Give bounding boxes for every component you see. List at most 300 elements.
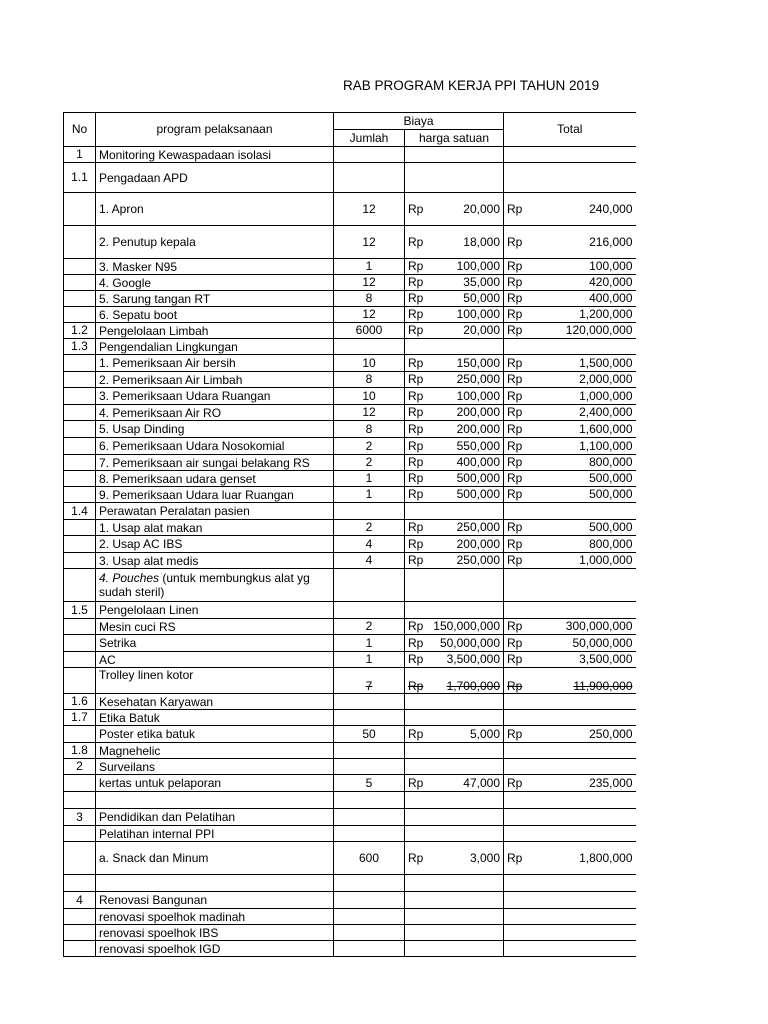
row-jumlah	[334, 710, 405, 726]
currency-label: Rp	[507, 275, 523, 289]
row-number: 1.6	[64, 694, 96, 710]
total-value: 250,000	[589, 726, 633, 741]
row-number	[64, 291, 96, 307]
row-number	[64, 553, 96, 569]
currency-label: Rp	[408, 388, 424, 403]
row-number: 1.4	[64, 503, 96, 520]
table-row	[64, 694, 636, 710]
row-jumlah: 4	[334, 536, 405, 553]
row-number	[64, 421, 96, 438]
price-value: 500,000	[456, 471, 500, 485]
row-total	[504, 193, 636, 226]
row-jumlah: 1	[334, 471, 405, 487]
currency-label: Rp	[507, 201, 523, 216]
price-value: 250,000	[456, 520, 500, 534]
price-value: 250,000	[456, 553, 500, 567]
row-total	[504, 743, 636, 759]
row-program: 1. Pemeriksaan Air bersih	[96, 355, 334, 372]
price-value: 200,000	[456, 536, 500, 551]
total-value: 50,000,000	[572, 635, 633, 650]
row-jumlah: 12	[334, 405, 405, 421]
row-total	[504, 259, 636, 275]
table-row	[64, 569, 636, 602]
row-jumlah: 50	[334, 726, 405, 743]
price-value: 250,000	[456, 372, 500, 386]
row-harga-satuan	[405, 909, 504, 925]
row-program: Pengendalian Lingkungan	[96, 339, 334, 355]
currency-label: Rp	[507, 652, 523, 666]
currency-label: Rp	[408, 455, 424, 469]
row-number	[64, 842, 96, 875]
row-jumlah	[334, 759, 405, 775]
row-harga-satuan	[405, 925, 504, 941]
row-total	[504, 826, 636, 842]
row-harga-satuan	[405, 743, 504, 759]
total-value: 1,600,000	[579, 421, 633, 436]
row-harga-satuan	[405, 842, 504, 875]
row-harga-satuan	[405, 775, 504, 792]
row-harga-satuan	[405, 826, 504, 842]
document-title: RAB PROGRAM KERJA PPI TAHUN 2019	[343, 78, 600, 93]
row-program: 1. Apron	[96, 193, 334, 226]
row-number: 1.3	[64, 339, 96, 355]
row-number	[64, 569, 96, 602]
row-total	[504, 759, 636, 775]
row-harga-satuan	[405, 226, 504, 259]
row-total	[504, 471, 636, 487]
price-value: 200,000	[456, 421, 500, 436]
row-program: Setrika	[96, 635, 334, 652]
row-total	[504, 147, 636, 163]
currency-label: Rp	[507, 775, 523, 790]
row-total	[504, 775, 636, 792]
total-value: 216,000	[589, 234, 633, 249]
total-value: 300,000,000	[565, 619, 633, 633]
total-value: 500,000	[589, 487, 633, 501]
row-number: 1.8	[64, 743, 96, 759]
currency-label: Rp	[408, 536, 424, 551]
row-jumlah: 12	[334, 307, 405, 323]
row-number	[64, 471, 96, 487]
row-program: Poster etika batuk	[96, 726, 334, 743]
header-no: No	[64, 113, 96, 147]
total-value: 120,000,000	[565, 323, 633, 337]
row-harga-satuan	[405, 323, 504, 339]
currency-label: Rp	[408, 619, 424, 633]
table-row	[64, 405, 636, 421]
row-program	[96, 792, 334, 809]
header-biaya: Biaya	[334, 113, 504, 130]
table-row	[64, 925, 636, 941]
row-harga-satuan	[405, 694, 504, 710]
row-number	[64, 307, 96, 323]
row-harga-satuan	[405, 520, 504, 536]
row-harga-satuan	[405, 275, 504, 291]
row-harga-satuan	[405, 875, 504, 892]
row-program: 2. Usap AC IBS	[96, 536, 334, 553]
table-row	[64, 163, 636, 193]
row-number: 1.2	[64, 323, 96, 339]
currency-label: Rp	[408, 259, 424, 273]
row-number	[64, 455, 96, 471]
row-program: 5. Sarung tangan RT	[96, 291, 334, 307]
row-program: 9. Pemeriksaan Udara luar Ruangan	[96, 487, 334, 503]
row-number	[64, 652, 96, 668]
currency-label: Rp	[507, 487, 523, 501]
table-row	[64, 372, 636, 388]
row-program: 6. Pemeriksaan Udara Nosokomial	[96, 438, 334, 455]
table-row	[64, 307, 636, 323]
row-total	[504, 635, 636, 652]
currency-label: Rp	[408, 438, 424, 453]
table-row	[64, 553, 636, 569]
currency-label: Rp	[408, 850, 424, 865]
row-jumlah: 2	[334, 455, 405, 471]
table-row	[64, 842, 636, 875]
row-program: kertas untuk pelaporan	[96, 775, 334, 792]
table-row	[64, 520, 636, 536]
table-row	[64, 226, 636, 259]
row-total	[504, 553, 636, 569]
row-total	[504, 388, 636, 405]
price-value: 150,000,000	[433, 619, 500, 633]
row-number	[64, 259, 96, 275]
row-number: 1.5	[64, 602, 96, 619]
table-row	[64, 421, 636, 438]
row-jumlah: 12	[334, 275, 405, 291]
row-jumlah: 10	[334, 388, 405, 405]
total-value: 800,000	[589, 455, 633, 469]
row-jumlah: 600	[334, 842, 405, 875]
row-number	[64, 388, 96, 405]
row-total	[504, 569, 636, 602]
total-value: 235,000	[589, 775, 633, 790]
row-jumlah	[334, 339, 405, 355]
currency-label: Rp	[408, 405, 424, 419]
row-total	[504, 909, 636, 925]
price-value: 50,000,000	[439, 635, 500, 650]
row-jumlah	[334, 503, 405, 520]
row-program: 8. Pemeriksaan udara genset	[96, 471, 334, 487]
table-row	[64, 892, 636, 909]
table-row	[64, 471, 636, 487]
total-value: 1,500,000	[579, 355, 633, 370]
currency-label: Rp	[507, 553, 523, 567]
row-harga-satuan	[405, 455, 504, 471]
row-total	[504, 275, 636, 291]
row-harga-satuan	[405, 147, 504, 163]
row-program: Magnehelic	[96, 743, 334, 759]
currency-label: Rp	[507, 421, 523, 436]
row-harga-satuan	[405, 339, 504, 355]
total-value: 2,400,000	[579, 405, 633, 419]
header-jumlah: Jumlah	[334, 130, 405, 147]
price-value: 400,000	[456, 455, 500, 469]
row-number	[64, 355, 96, 372]
row-harga-satuan	[405, 726, 504, 743]
row-jumlah: 6000	[334, 323, 405, 339]
currency-label: Rp	[408, 775, 424, 790]
row-number: 1	[64, 147, 96, 163]
total-value: 100,000	[589, 259, 633, 273]
row-program: Perawatan Peralatan pasien	[96, 503, 334, 520]
currency-label: Rp	[408, 520, 424, 534]
price-value: 500,000	[456, 487, 500, 501]
table-row	[64, 193, 636, 226]
row-total	[504, 438, 636, 455]
currency-label: Rp	[408, 471, 424, 485]
row-program-rest: (untuk membungkus alat yg sudah steril)	[99, 571, 310, 599]
row-total	[504, 421, 636, 438]
row-harga-satuan	[405, 759, 504, 775]
table-row	[64, 275, 636, 291]
row-jumlah: 1	[334, 259, 405, 275]
row-total	[504, 323, 636, 339]
row-number	[64, 826, 96, 842]
row-jumlah: 12	[334, 193, 405, 226]
currency-label: Rp	[507, 438, 523, 453]
currency-label: Rp	[408, 372, 424, 386]
price-value: 100,000	[456, 388, 500, 403]
row-total	[504, 668, 636, 694]
table-row	[64, 503, 636, 520]
table-row	[64, 652, 636, 668]
table-row	[64, 147, 636, 163]
row-program: Trolley linen kotor	[96, 668, 334, 694]
currency-label: Rp	[408, 291, 424, 305]
row-number	[64, 668, 96, 694]
row-number: 1.1	[64, 163, 96, 193]
header-total: Total	[504, 113, 636, 147]
row-program: AC	[96, 652, 334, 668]
row-harga-satuan	[405, 163, 504, 193]
row-jumlah	[334, 569, 405, 602]
row-harga-satuan	[405, 291, 504, 307]
total-value: 1,000,000	[579, 553, 633, 567]
row-jumlah: 5	[334, 775, 405, 792]
currency-label: Rp	[507, 323, 523, 337]
row-harga-satuan	[405, 792, 504, 809]
row-program-emphasis: 4. Pouches	[99, 571, 160, 585]
row-number	[64, 775, 96, 792]
row-number	[64, 792, 96, 809]
row-number	[64, 405, 96, 421]
row-program: Pengadaan APD	[96, 163, 334, 193]
row-number: 3	[64, 809, 96, 826]
row-jumlah	[334, 792, 405, 809]
row-jumlah: 10	[334, 355, 405, 372]
row-number: 4	[64, 892, 96, 909]
row-harga-satuan	[405, 471, 504, 487]
row-program: Mesin cuci RS	[96, 619, 334, 635]
row-jumlah	[334, 147, 405, 163]
row-harga-satuan	[405, 355, 504, 372]
price-value: 47,000	[463, 775, 500, 790]
row-program: 5. Usap Dinding	[96, 421, 334, 438]
row-jumlah: 2	[334, 520, 405, 536]
total-value: 500,000	[589, 471, 633, 485]
row-total	[504, 307, 636, 323]
currency-label: Rp	[507, 405, 523, 419]
table-row	[64, 291, 636, 307]
row-number	[64, 925, 96, 941]
row-program: Pelatihan internal PPI	[96, 826, 334, 842]
budget-table	[63, 112, 636, 957]
currency-label: Rp	[507, 455, 523, 469]
currency-label: Rp	[507, 619, 523, 633]
currency-label: Rp	[408, 201, 424, 216]
row-jumlah	[334, 694, 405, 710]
currency-label: Rp	[507, 388, 523, 403]
row-program: 3. Masker N95	[96, 259, 334, 275]
price-value: 1,700,000	[446, 679, 500, 693]
row-harga-satuan	[405, 809, 504, 826]
row-number: 2	[64, 759, 96, 775]
row-total	[504, 455, 636, 471]
row-harga-satuan	[405, 503, 504, 520]
row-harga-satuan	[405, 388, 504, 405]
table-row	[64, 438, 636, 455]
row-total	[504, 792, 636, 809]
table-row	[64, 602, 636, 619]
row-total	[504, 163, 636, 193]
currency-label: Rp	[408, 307, 424, 321]
row-program: 7. Pemeriksaan air sungai belakang RS	[96, 455, 334, 471]
row-harga-satuan	[405, 536, 504, 553]
row-total	[504, 503, 636, 520]
row-program: renovasi spoelhok IBS	[96, 925, 334, 941]
row-jumlah	[334, 892, 405, 909]
header-program: program pelaksanaan	[96, 113, 334, 147]
row-total	[504, 520, 636, 536]
row-harga-satuan	[405, 652, 504, 668]
table-row	[64, 759, 636, 775]
currency-label: Rp	[408, 726, 424, 741]
row-program: Kesehatan Karyawan	[96, 694, 334, 710]
row-jumlah	[334, 875, 405, 892]
row-total	[504, 372, 636, 388]
table-row	[64, 455, 636, 471]
total-value: 800,000	[589, 536, 633, 551]
row-number	[64, 193, 96, 226]
row-jumlah	[334, 925, 405, 941]
table-row	[64, 809, 636, 826]
row-harga-satuan	[405, 405, 504, 421]
row-program: renovasi spoelhok IGD	[96, 941, 334, 957]
currency-label: Rp	[507, 726, 523, 741]
currency-label: Rp	[408, 275, 424, 289]
currency-label: Rp	[507, 234, 523, 249]
row-jumlah: 12	[334, 226, 405, 259]
currency-label: Rp	[507, 471, 523, 485]
row-jumlah: 7	[334, 668, 405, 694]
currency-label: Rp	[507, 372, 523, 386]
table-row	[64, 909, 636, 925]
price-value: 200,000	[456, 405, 500, 419]
row-program: a. Snack dan Minum	[96, 842, 334, 875]
price-value: 100,000	[456, 259, 500, 273]
table-row	[64, 792, 636, 809]
row-total	[504, 842, 636, 875]
row-total	[504, 809, 636, 826]
row-program: Pengelolaan Linen	[96, 602, 334, 619]
row-program	[96, 569, 334, 602]
row-program: 6. Sepatu boot	[96, 307, 334, 323]
row-jumlah	[334, 163, 405, 193]
total-value: 1,800,000	[579, 850, 633, 865]
row-harga-satuan	[405, 421, 504, 438]
table-row	[64, 668, 636, 694]
row-jumlah: 2	[334, 438, 405, 455]
row-total	[504, 652, 636, 668]
table-row	[64, 775, 636, 792]
row-number	[64, 275, 96, 291]
table-row	[64, 875, 636, 892]
row-harga-satuan	[405, 259, 504, 275]
currency-label: Rp	[507, 291, 523, 305]
row-number	[64, 372, 96, 388]
row-program	[96, 875, 334, 892]
row-jumlah: 4	[334, 553, 405, 569]
row-number	[64, 909, 96, 925]
total-value: 500,000	[589, 520, 633, 534]
price-value: 35,000	[463, 275, 500, 289]
row-total	[504, 726, 636, 743]
currency-label: Rp	[408, 679, 424, 693]
row-number	[64, 487, 96, 503]
table-row	[64, 743, 636, 759]
row-jumlah: 2	[334, 619, 405, 635]
row-harga-satuan	[405, 602, 504, 619]
row-number: 1.7	[64, 710, 96, 726]
total-value: 420,000	[589, 275, 633, 289]
currency-label: Rp	[507, 635, 523, 650]
row-jumlah: 1	[334, 487, 405, 503]
row-program: 4. Pemeriksaan Air RO	[96, 405, 334, 421]
row-number	[64, 635, 96, 652]
row-program: Surveilans	[96, 759, 334, 775]
currency-label: Rp	[408, 421, 424, 436]
row-number	[64, 941, 96, 957]
price-value: 3,500,000	[446, 652, 500, 666]
row-total	[504, 405, 636, 421]
row-jumlah: 8	[334, 421, 405, 438]
table-row	[64, 388, 636, 405]
row-harga-satuan	[405, 438, 504, 455]
row-harga-satuan	[405, 553, 504, 569]
total-value: 400,000	[589, 291, 633, 305]
row-number	[64, 726, 96, 743]
table-row	[64, 941, 636, 957]
currency-label: Rp	[507, 355, 523, 370]
row-harga-satuan	[405, 710, 504, 726]
currency-label: Rp	[408, 234, 424, 249]
currency-label: Rp	[408, 487, 424, 501]
table-row	[64, 259, 636, 275]
row-jumlah	[334, 743, 405, 759]
price-value: 150,000	[456, 355, 500, 370]
row-harga-satuan	[405, 668, 504, 694]
row-harga-satuan	[405, 372, 504, 388]
currency-label: Rp	[507, 536, 523, 551]
currency-label: Rp	[507, 850, 523, 865]
row-total	[504, 226, 636, 259]
row-number	[64, 438, 96, 455]
row-program: 1. Usap alat makan	[96, 520, 334, 536]
currency-label: Rp	[408, 355, 424, 370]
table-row	[64, 487, 636, 503]
total-value: 2,000,000	[579, 372, 633, 386]
